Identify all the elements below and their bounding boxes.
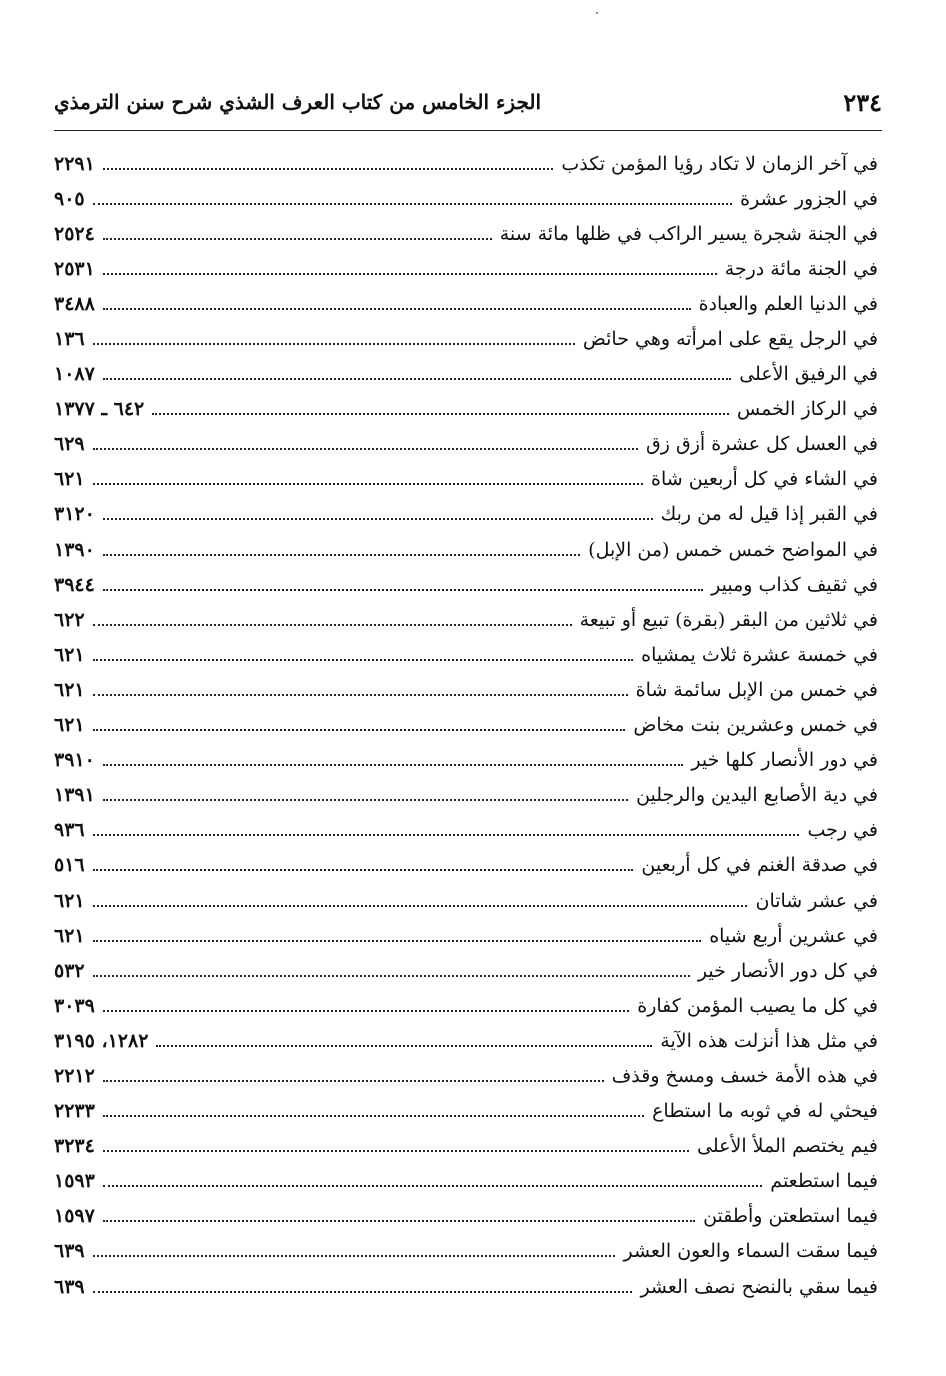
index-entry [54,848,878,883]
entry-text: في الجزور عشرة [740,187,878,210]
dot-leader [103,518,653,520]
dot-leader [93,905,748,907]
dot-leader [93,448,638,450]
dot-leader [103,1010,629,1012]
index-entry [54,672,878,707]
index-entry [54,743,878,778]
index-entry [54,532,878,567]
index-entry [54,1094,878,1129]
dot-leader [93,694,628,696]
entry-page-number: ١٥٩٧ [54,1205,95,1228]
entry-page-number: ٩٣٦ [54,819,85,842]
index-entry [54,357,878,392]
entry-page-number: ٣٩١٠ [54,749,95,772]
entry-text: في المواضح خمس خمس (من الإبل) [588,538,878,561]
entry-text: في خمس من الإبل سائمة شاة [635,678,878,701]
dot-leader [103,273,717,275]
dot-leader [103,1220,695,1222]
dot-leader [93,483,643,485]
entry-page-number: ٢٢١٢ [54,1064,95,1087]
dot-leader [93,1255,616,1257]
index-entry [54,567,878,602]
dot-leader [93,834,800,836]
index-entry [54,146,878,181]
page-header [54,82,882,122]
dot-leader [156,1045,652,1047]
entry-text: فيما استطعتن وأطقتن [703,1205,878,1228]
dot-leader [93,203,732,205]
index-entry [54,216,878,251]
entry-page-number: ٦٣٩ [54,1275,85,1298]
dot-leader [93,729,626,731]
index-entry [54,392,878,427]
dot-leader [103,1115,644,1117]
index-entry [54,286,878,321]
running-title: الجزء الخامس من كتاب العرف الشذي شرح سنن الترمذي [54,90,542,114]
dot-leader [93,624,572,626]
dot-leader [103,589,703,591]
entry-page-number: ٥٣٢ [54,959,85,982]
index-entry [54,1129,878,1164]
index-entry [54,181,878,216]
entry-text: في الرفيق الأعلى [739,363,878,386]
entry-text: في كل دور الأنصار خير [697,959,878,982]
index-entry [54,1234,878,1269]
index-entry [54,251,878,286]
entry-page-number: ٦٢١ [54,714,85,737]
entry-page-number: ١٠٨٧ [54,363,95,386]
entry-page-number: ٣٩٤٤ [54,573,95,596]
dot-leader [103,554,580,556]
entry-text: في عشر شاتان [755,889,878,912]
entry-page-number: ٥١٦ [54,854,85,877]
dot-leader [103,378,731,380]
entry-page-number: ١٢٨٢، ٣١٩٥ [54,1029,149,1052]
entry-page-number: ٦٢١ [54,889,85,912]
entry-text: في ثقيف كذاب ومبير [711,573,878,596]
page-number: ٢٣٤ [843,87,882,117]
scan-speck [596,12,598,14]
dot-leader [93,1291,633,1293]
entry-page-number: ٦٢١ [54,678,85,701]
entry-page-number: ١٥٩٣ [54,1170,95,1193]
index-entry [54,1058,878,1093]
entry-page-number: ١٣٩٠ [54,538,95,561]
dot-leader [103,168,554,170]
header-rule [54,130,882,131]
entry-text: فيما سقي بالنضح نصف العشر [640,1275,878,1298]
entry-text: في رجب [807,819,878,842]
entry-text: في دية الأصابع اليدين والرجلين [636,784,878,807]
dot-leader [103,1185,762,1187]
dot-leader [93,343,575,345]
index-entry [54,1164,878,1199]
dot-leader [93,940,702,942]
entry-page-number: ٣٠٣٩ [54,994,95,1017]
entry-text: في خمس وعشرين بنت مخاض [633,714,878,737]
entry-page-number: ١٣٦ [54,328,85,351]
index-entry [54,708,878,743]
index-entry [54,427,878,462]
entry-text: في الركاز الخمس [736,398,878,421]
entry-page-number: ٢٥٣١ [54,257,95,280]
entry-page-number: ٣٢٣٤ [54,1135,95,1158]
entry-page-number: ٣٤٨٨ [54,292,95,315]
index-entry [54,953,878,988]
entry-text: في خمسة عشرة ثلاث يمشياه [641,643,878,666]
entry-text: فيحثي له في ثوبه ما استطاع [652,1100,878,1123]
entry-page-number: ٢٥٢٤ [54,222,95,245]
index-entry [54,1269,878,1304]
entry-text: في الشاء في كل أربعين شاة [651,468,878,491]
entry-text: في ثلاثين من البقر (بقرة) تبيع أو تبيعة [579,608,878,631]
index-entry [54,637,878,672]
index-entries [54,146,878,1304]
dot-leader [93,659,633,661]
entry-page-number: ٦٢٢ [54,608,85,631]
entry-text: في عشرين أربع شياه [709,924,878,947]
dot-leader [103,1080,604,1082]
entry-page-number: ٢٢٩١ [54,152,95,175]
dot-leader [103,799,628,801]
index-entry [54,1023,878,1058]
entry-page-number: ٦٢١ [54,468,85,491]
entry-page-number: ٦٢١ [54,643,85,666]
entry-text: في العسل كل عشرة أزق زق [646,433,878,456]
entry-text: في الجنة مائة درجة [724,257,878,280]
index-entry [54,988,878,1023]
index-entry [54,602,878,637]
entry-text: في مثل هذا أنزلت هذه الآية [660,1029,878,1052]
index-entry [54,497,878,532]
dot-leader [103,1150,689,1152]
index-entry [54,462,878,497]
entry-text: في آخر الزمان لا تكاد رؤيا المؤمن تكذب [561,152,878,175]
entry-page-number: ١٣٩١ [54,784,95,807]
entry-text: فيم يختصم الملأ الأعلى [697,1135,878,1158]
index-entry [54,321,878,356]
entry-page-number: ٦٤٢ ـ ١٣٧٧ [54,398,145,421]
entry-page-number: ٦٣٩ [54,1240,85,1263]
entry-text: في دور الأنصار كلها خير [691,749,878,772]
entry-page-number: ٣١٢٠ [54,503,95,526]
index-entry [54,883,878,918]
index-entry [54,1199,878,1234]
entry-text: في القبر إذا قيل له من ربك [660,503,878,526]
index-entry [54,813,878,848]
entry-page-number: ٢٢٣٣ [54,1100,95,1123]
dot-leader [93,975,690,977]
index-entry [54,778,878,813]
entry-text: في الدنيا العلم والعبادة [698,292,878,315]
entry-text: في الجنة شجرة يسير الراكب في ظلها مائة سنة [499,222,878,245]
entry-page-number: ٦٢٩ [54,433,85,456]
dot-leader [103,238,492,240]
entry-text: في الرجل يقع على امرأته وهي حائض [582,328,878,351]
entry-text: فيما سقت السماء والعون العشر [623,1240,878,1263]
entry-text: في هذه الأمة خسف ومسخ وقذف [611,1064,878,1087]
dot-leader [93,869,634,871]
entry-text: في كل ما يصيب المؤمن كفارة [637,994,878,1017]
entry-text: فيما استطعتم [770,1170,878,1193]
dot-leader [152,413,729,415]
dot-leader [103,764,684,766]
entry-page-number: ٩٠٥ [54,187,85,210]
dot-leader [103,308,691,310]
entry-page-number: ٦٢١ [54,924,85,947]
index-entry [54,918,878,953]
entry-text: في صدقة الغنم في كل أربعين [641,854,878,877]
